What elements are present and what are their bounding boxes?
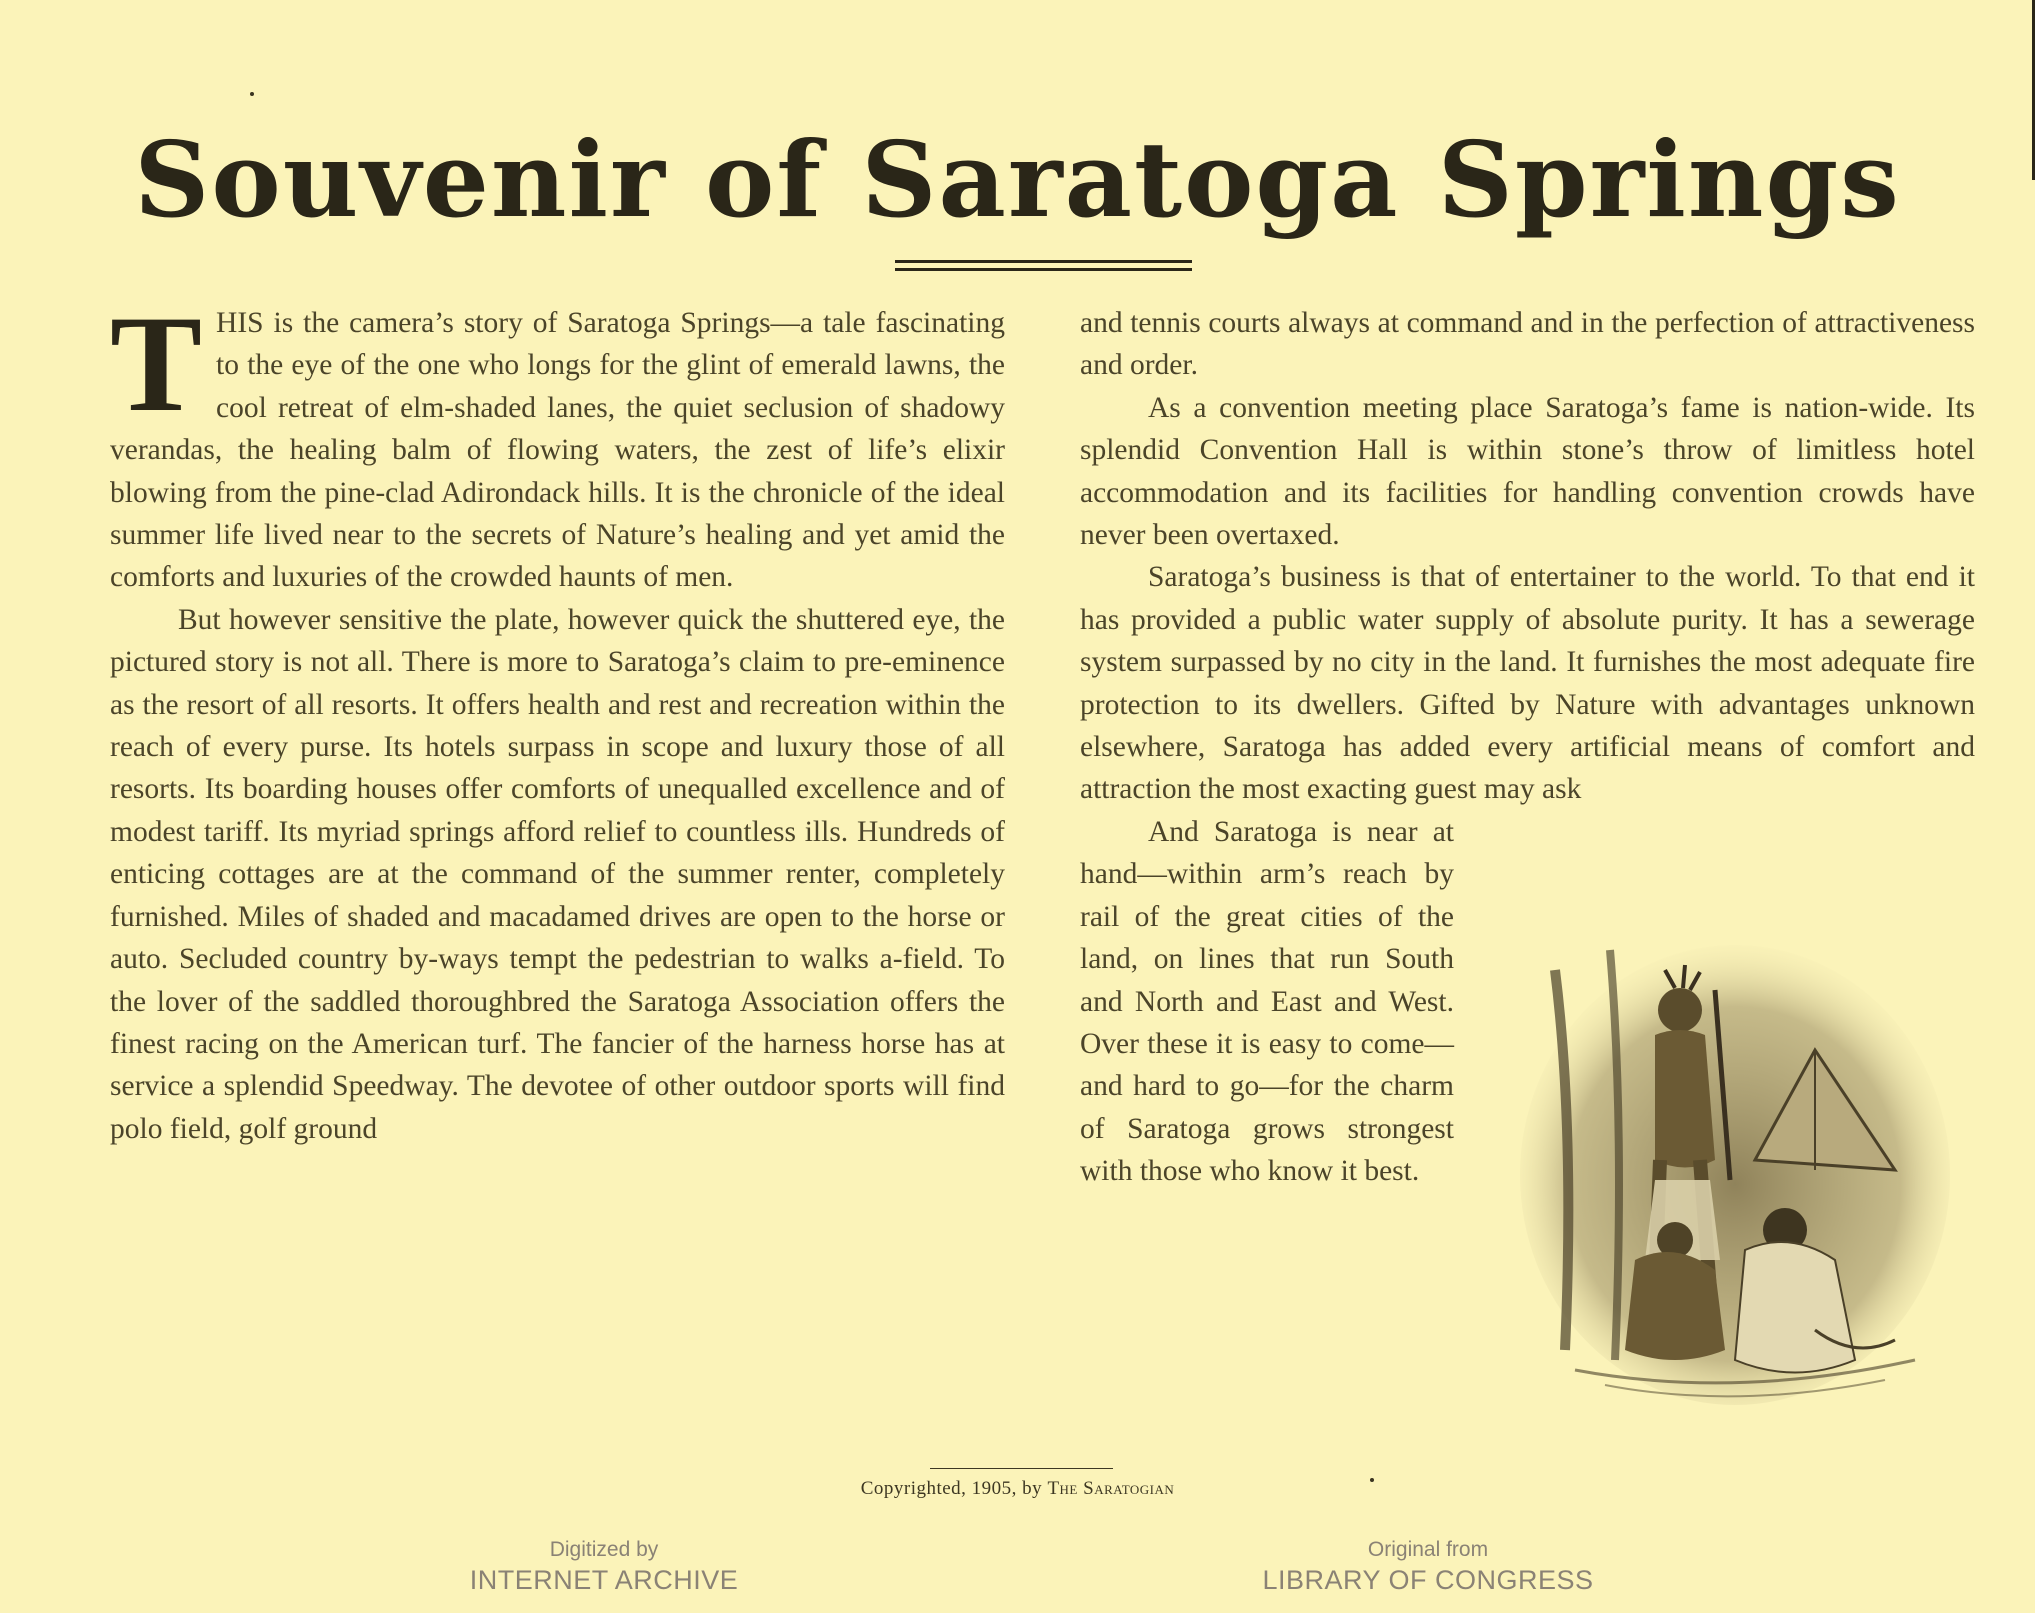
drop-cap: T	[110, 287, 203, 440]
original-from-label: Original from	[1367, 1538, 1489, 1561]
digitized-by-credit	[404, 1537, 804, 1597]
copyright-rule	[930, 1468, 1113, 1469]
print-speck	[250, 92, 254, 96]
right-paragraph-1: and tennis courts always at command and in the perfection of attractiveness and order.	[1080, 307, 1975, 382]
library-of-congress-label: LIBRARY OF CONGRESS	[1262, 1565, 1594, 1595]
left-paragraph-2: But however sensitive the plate, however quick the shuttered eye, the pictured story is not all. There is more to Saratoga’s claim to pre-eminence as the resort of all resorts. It offers health and rest and recreation within the reach of every purse. Its hotels surpass in scope and luxury those of all resorts. Its boarding houses offer comforts of unequalled excellence and of modest tariff. Its myriad springs afford relief to countless ills. Hundreds of enticing cottages are at the command of the summer renter, completely furnished. Miles of shaded and macadamed drives are open to the horse or auto. Secluded country by-ways tempt the pedestrian to walks a-field. To the lover of the saddled thoroughbred the Saratoga Association offers the finest racing on the American turf. The fancier of the harness horse has at service a splendid Speedway. The devotee of other outdoor sports will find polo field, golf ground	[110, 603, 1005, 1145]
left-paragraph-1	[110, 287, 1005, 599]
title-double-rule	[895, 260, 1192, 271]
right-paragraph-2: As a convention meeting place Saratoga’s fame is nation-wide. Its splendid Convention Hall is within stone’s throw of limitless hotel accommodation and its facilities for handling convention crowds have never been overtaxed.	[1080, 391, 1975, 552]
left-column	[110, 287, 1005, 1150]
copyright-line	[0, 1478, 2035, 1500]
page-title: Souvenir of Saratoga Springs	[134, 118, 1901, 241]
left-paragraph-1-text: is the camera’s story of Saratoga Springs—a tale fascinating to the eye of the one who longs for the glint of emerald lawns, the cool retreat of elm-shaded lanes, the quiet seclusion of shadowy verandas, the healing balm of flowing waters, the zest of life’s elixir blowing from the pine-clad Adirondack hills. It is the chronicle of the ideal summer life lived near to the secrets of Nature’s healing and yet amid the comforts and luxuries of the crowded haunts of men.	[110, 307, 1005, 594]
digitized-by-label: Digitized by	[549, 1538, 659, 1561]
right-paragraph-3: Saratoga’s business is that of entertainer to the world. To that end it has provided a public water supply of absolute purity. It has a sewerage system surpassed by no city in the land. It furnishes the most adequate fire protection to its dwellers. Gifted by Nature with advantages unknown elsewhere, Saratoga has added every artificial means of comfort and attraction the most exacting guest may ask	[1080, 561, 1975, 806]
right-paragraph-4: And Saratoga is near at hand—within arm’s reach by rail of the great cities of the land, on lines that run South and North and East and West. Over these it is easy to come—and hard to go—for the charm of Saratoga grows strongest with those who know it best.	[1080, 815, 1454, 1188]
original-from-credit	[1228, 1537, 1628, 1597]
copyright-holder: The Saratogian	[1047, 1478, 1175, 1499]
small-caps-lead: HIS	[216, 307, 264, 339]
native-american-camp-engraving-icon	[1515, 930, 1955, 1410]
internet-archive-label: INTERNET ARCHIVE	[469, 1565, 739, 1595]
copyright-prefix: Copyrighted, 1905, by	[860, 1478, 1043, 1499]
